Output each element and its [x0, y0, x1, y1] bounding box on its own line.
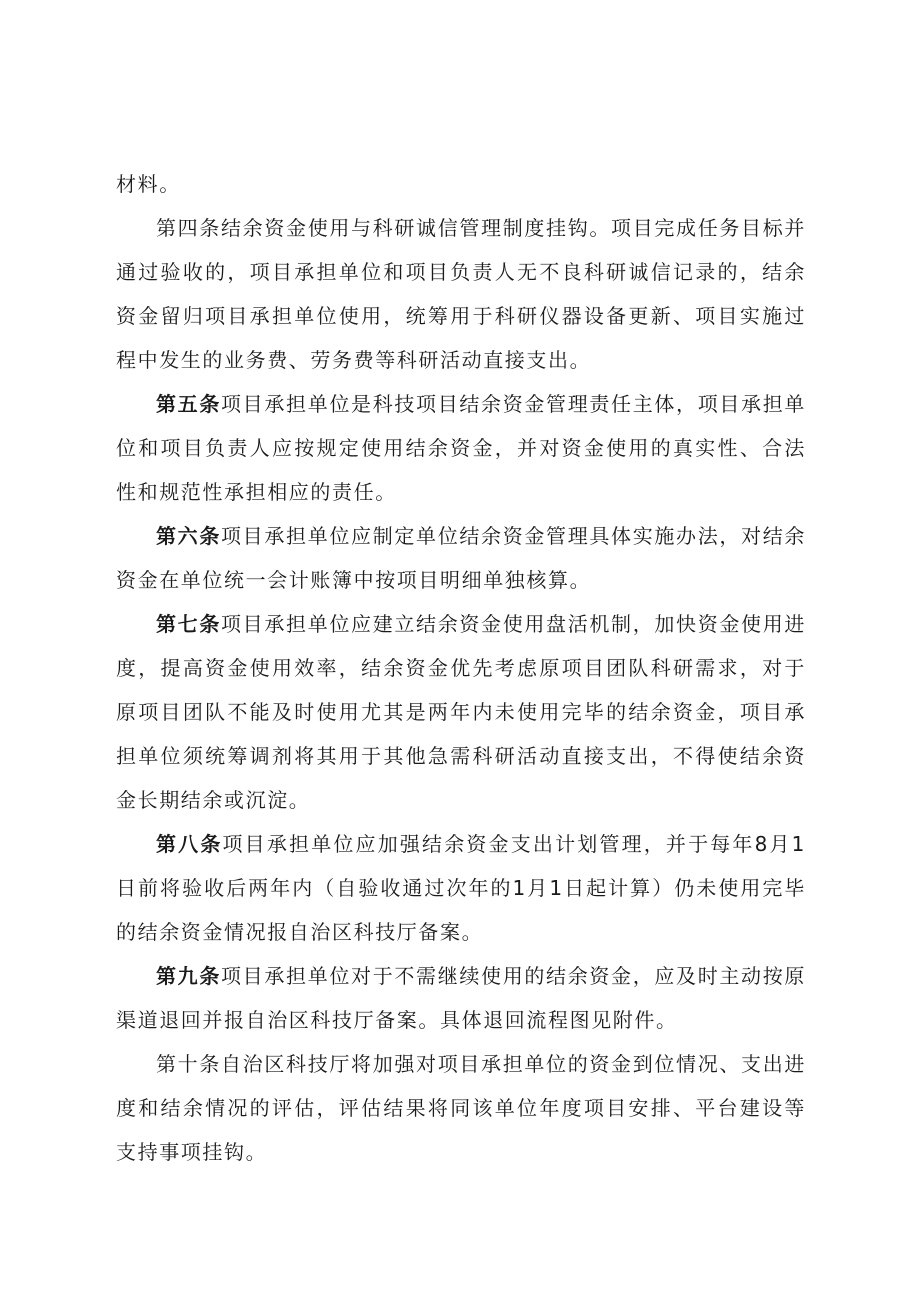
- article-8: [116, 822, 806, 954]
- article-6-heading: 第六条: [156, 524, 222, 548]
- article-10: [116, 1042, 806, 1174]
- article-5: [116, 382, 806, 514]
- article-9-heading: 第九条: [156, 964, 222, 988]
- article-10-heading: 第十条: [156, 1052, 222, 1076]
- article-8-text: 项目承担单位应加强结余资金支出计划管理，并于每年8月1日前将验收后两年内（自验收通过次年的1月1日起计算）仍未使用完毕的结余资金情况报自治区科技厅备案。: [116, 832, 806, 944]
- article-7-text: 项目承担单位应建立结余资金使用盘活机制，加快资金使用进度，提高资金使用效率，结余资金优先考虑原项目团队科研需求，对于原项目团队不能及时使用尤其是两年内未使用完毕的结余资金，项目承担单位须统筹调剂将其用于其他急需科研活动直接支出，不得使结余资金长期结余或沉淀。: [116, 612, 806, 812]
- article-5-heading: 第五条: [156, 392, 222, 416]
- continuation-text: 材料。: [116, 172, 181, 196]
- article-7: [116, 602, 806, 822]
- article-6: [116, 514, 806, 602]
- continuation-paragraph: [116, 162, 806, 206]
- article-6-text: 项目承担单位应制定单位结余资金管理具体实施办法，对结余资金在单位统一会计账簿中按项目明细单独核算。: [116, 524, 806, 592]
- article-10-text: 自治区科技厅将加强对项目承担单位的资金到位情况、支出进度和结余情况的评估，评估结果将同该单位年度项目安排、平台建设等支持事项挂钩。: [116, 1052, 806, 1164]
- article-8-heading: 第八条: [156, 832, 223, 856]
- article-4-heading: 第四条: [156, 216, 222, 240]
- article-9: [116, 954, 806, 1042]
- article-5-text: 项目承担单位是科技项目结余资金管理责任主体，项目承担单位和项目负责人应按规定使用结余资金，并对资金使用的真实性、合法性和规范性承担相应的责任。: [116, 392, 806, 504]
- document-body: [116, 162, 806, 1174]
- article-4: [116, 206, 806, 382]
- article-4-text: 结余资金使用与科研诚信管理制度挂钩。项目完成任务目标并通过验收的，项目承担单位和项目负责人无不良科研诚信记录的，结余资金留归项目承担单位使用，统筹用于科研仪器设备更新、项目实施过程中发生的业务费、劳务费等科研活动直接支出。: [116, 216, 806, 372]
- article-7-heading: 第七条: [156, 612, 222, 636]
- article-9-text: 项目承担单位对于不需继续使用的结余资金，应及时主动按原渠道退回并报自治区科技厅备案。具体退回流程图见附件。: [116, 964, 806, 1032]
